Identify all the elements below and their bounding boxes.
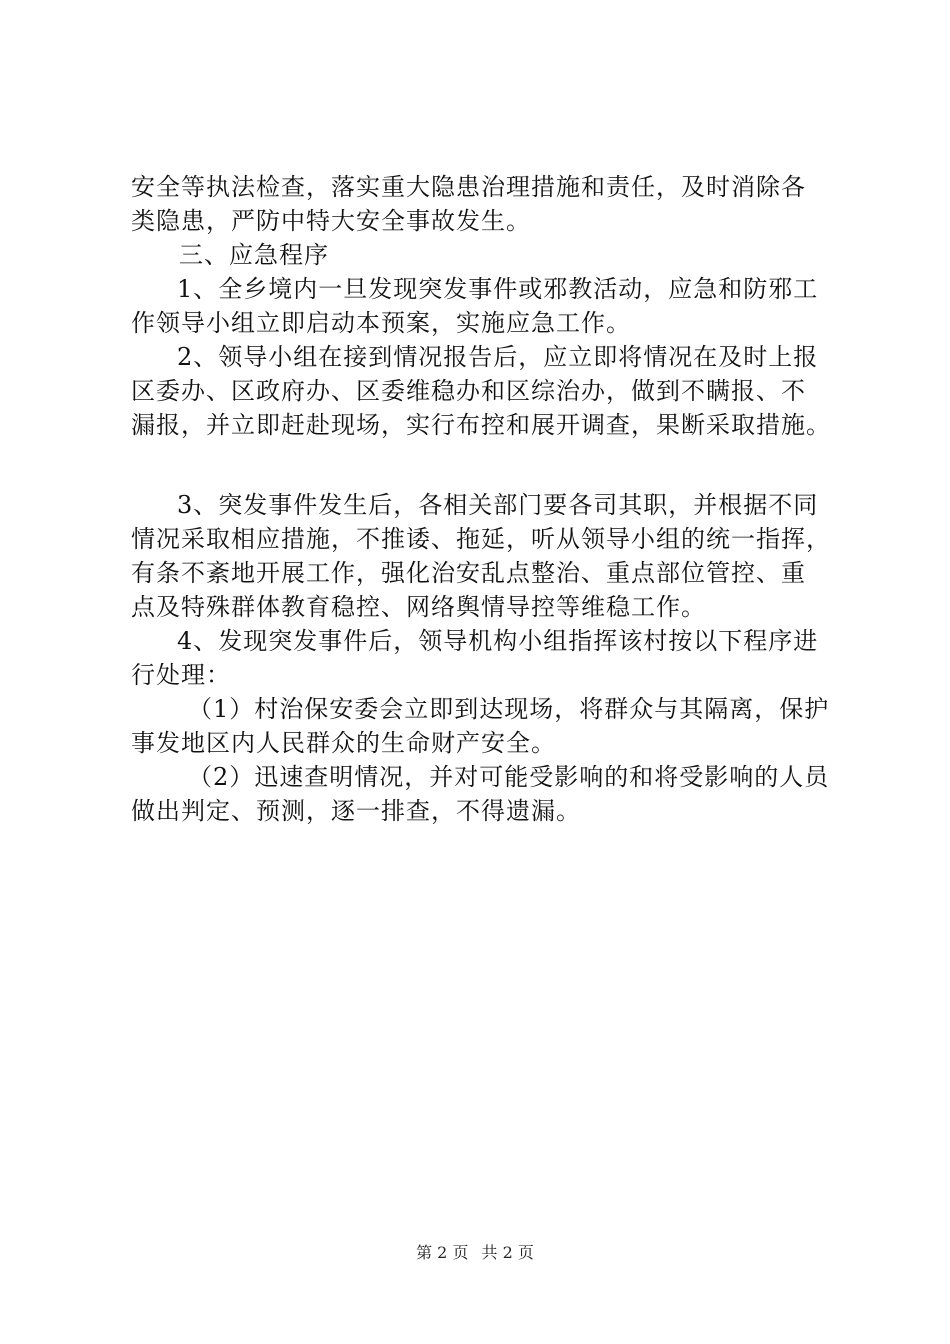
paragraph-line: 作领导小组立即启动本预案，实施应急工作。 [131,309,631,337]
paragraph-line: 情况采取相应措施，不推诿、拖延，听从领导小组的统一指挥， [131,525,831,553]
paragraph-line: （2）迅速查明情况，并对可能受影响的和将受影响的人员 [188,763,830,791]
paragraph-line: 行处理： [131,661,231,689]
section-heading: 三、应急程序 [179,241,329,269]
paragraph-line: 4、发现突发事件后，领导机构小组指挥该村按以下程序进 [177,627,819,655]
paragraph-line: 3、突发事件发生后，各相关部门要各司其职，并根据不同 [177,491,819,519]
paragraph-line: （1）村治保安委会立即到达现场，将群众与其隔离，保护 [188,695,830,723]
paragraph-line: 区委办、区政府办、区委维稳办和区综治办，做到不瞒报、不 [131,377,806,405]
paragraph-line: 安全等执法检查，落实重大隐患治理措施和责任，及时消除各 [131,173,806,201]
paragraph-line: 类隐患，严防中特大安全事故发生。 [131,207,531,235]
paragraph-line: 2、领导小组在接到情况报告后，应立即将情况在及时上报 [177,343,819,371]
page-footer [0,1241,950,1265]
paragraph-line: 点及特殊群体教育稳控、网络舆情导控等维稳工作。 [131,593,706,621]
paragraph-line: 事发地区内人民群众的生命财产安全。 [131,729,556,757]
paragraph-line: 做出判定、预测，逐一排查，不得遗漏。 [131,797,581,825]
paragraph-line: 有条不紊地开展工作，强化治安乱点整治、重点部位管控、重 [131,559,806,587]
paragraph-spacer [131,442,831,488]
document-body [131,170,831,828]
paragraph-line: 1、全乡境内一旦发现突发事件或邪教活动，应急和防邪工 [177,275,819,303]
page-total: 共 2 页 [481,1243,534,1262]
paragraph-line: 漏报，并立即赶赴现场，实行布控和展开调查，果断采取措施。 [131,411,831,439]
page-number: 第 2 页 [416,1243,469,1262]
